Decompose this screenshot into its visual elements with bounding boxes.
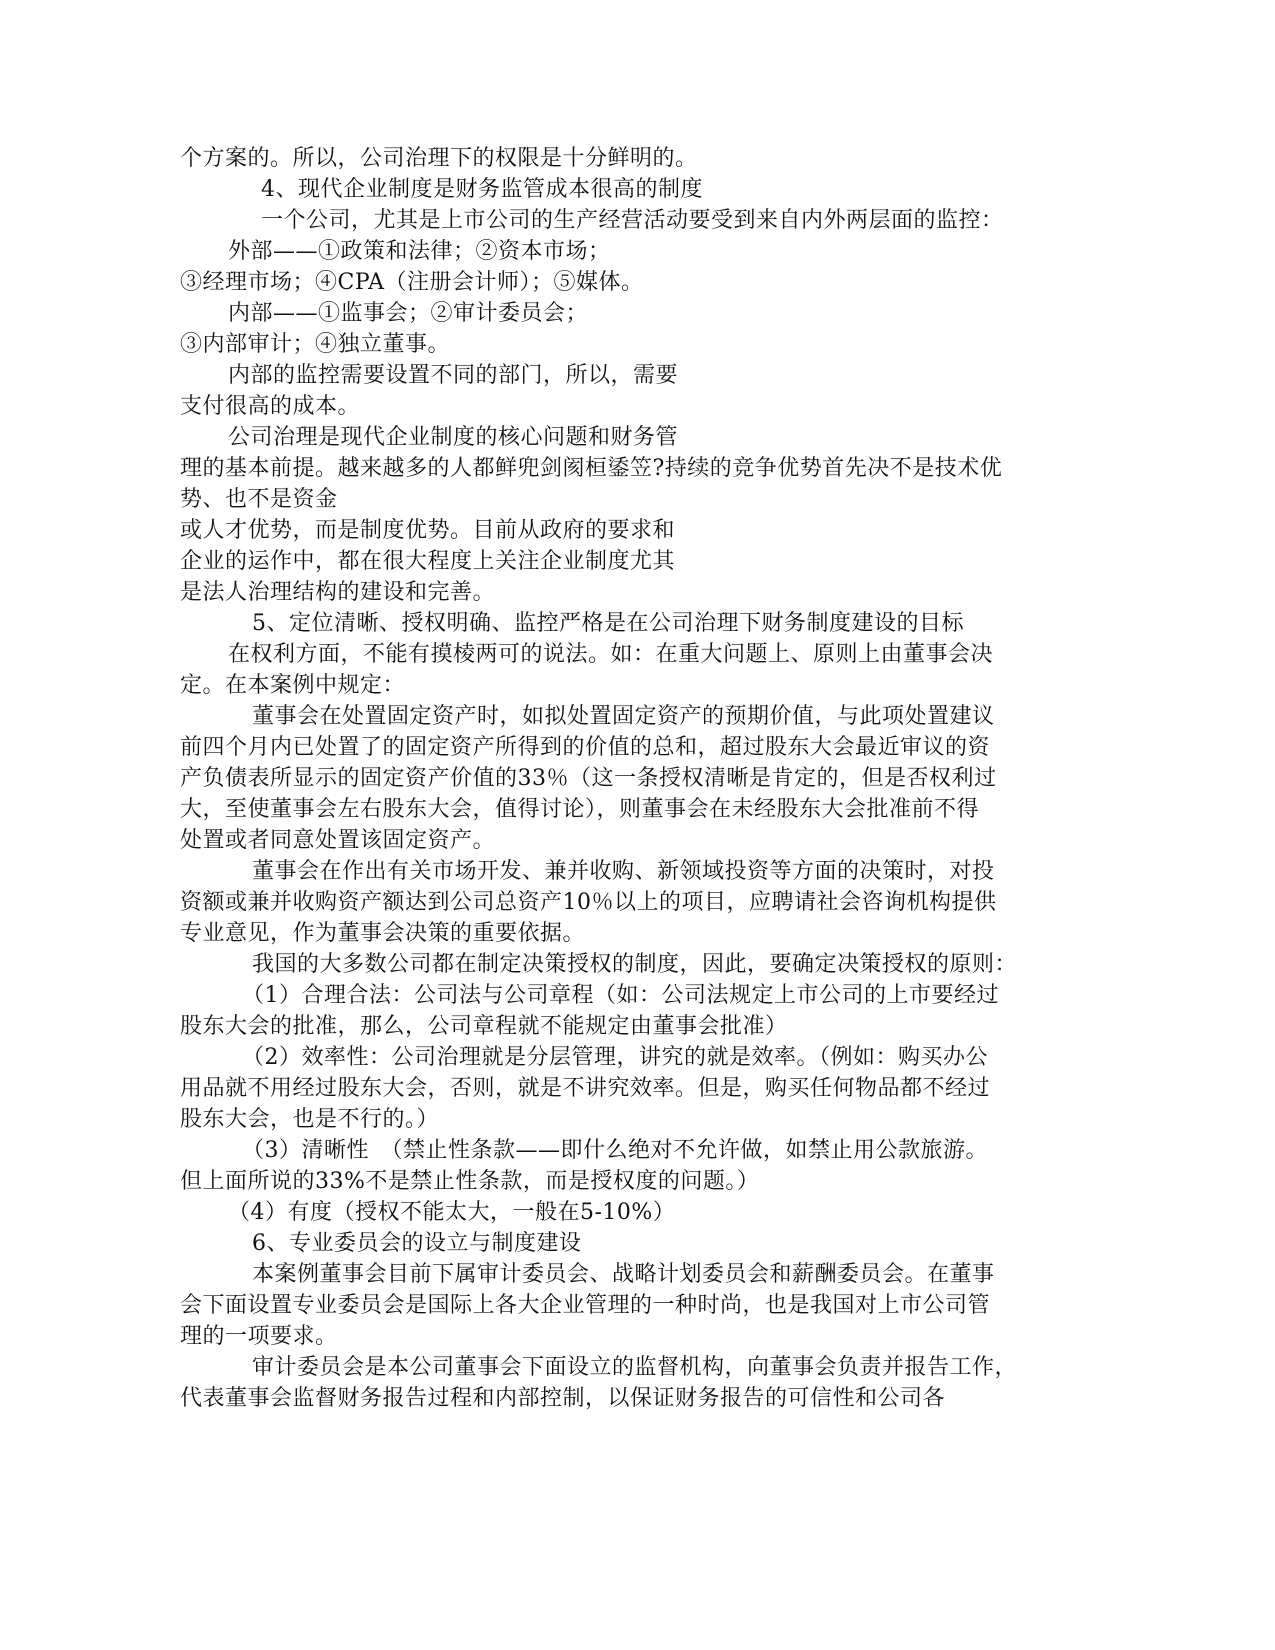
text-line: 处置或者同意处置该固定资产。 [180, 828, 496, 853]
text-line: 是法人治理结构的建设和完善。 [180, 580, 496, 605]
text-line: 或人才优势，而是制度优势。目前从政府的要求和 [180, 518, 676, 543]
text-line: 资额或兼并收购资产额达到公司总资产10％以上的项目，应聘请社会咨询机构提供 [180, 890, 997, 915]
text-line: 但上面所说的33%不是禁止性条款，而是授权度的问题。） [180, 1169, 760, 1194]
text-line: 股东大会，也是不行的。） [180, 1107, 440, 1132]
text-line: 董事会在作出有关市场开发、兼并收购、新领域投资等方面的决策时，对投 [252, 859, 995, 884]
text-line: 用品就不用经过股东大会，否则，就是不讲究效率。但是，购买任何物品都不经过 [180, 1076, 991, 1101]
text-line: 代表董事会监督财务报告过程和内部控制，以保证财务报告的可信性和公司各 [180, 1386, 946, 1411]
text-line: 股东大会的批准，那么，公司章程就不能规定由董事会批准） [180, 1014, 788, 1039]
section-heading-4: 4、现代企业制度是财务监管成本很高的制度 [261, 177, 703, 202]
text-line: 会下面设置专业委员会是国际上各大企业管理的一种时尚，也是我国对上市公司管 [180, 1293, 991, 1318]
list-item-2: （2）效率性：公司治理就是分层管理，讲究的就是效率。（例如：购买办公 [242, 1045, 988, 1070]
text-line: 内部的监控需要设置不同的部门，所以，需要 [228, 363, 679, 388]
text-line: ③内部审计；④独立董事。 [180, 332, 451, 357]
text-line: 产负债表所显示的固定资产价值的33％（这一条授权清晰是肯定的，但是否权利过 [180, 766, 997, 791]
section-heading-6: 6、专业委员会的设立与制度建设 [252, 1231, 582, 1256]
text-line: 大，至使董事会左右股东大会，值得讨论），则董事会在未经股东大会批准前不得 [180, 797, 980, 822]
text-line: 本案例董事会目前下属审计委员会、战略计划委员会和薪酬委员会。在董事 [252, 1262, 995, 1287]
text-line: 支付很高的成本。 [180, 394, 361, 419]
text-line: 在权利方面，不能有摸棱两可的说法。如：在重大问题上、原则上由董事会决 [228, 642, 994, 667]
text-line: 审计委员会是本公司董事会下面设立的监督机构，向董事会负责并报告工作， [252, 1355, 1018, 1380]
text-line: 内部——①监事会；②审计委员会； [228, 301, 589, 326]
list-item-1: （1）合理合法：公司法与公司章程（如：公司法规定上市公司的上市要经过 [242, 983, 999, 1008]
text-line: 外部——①政策和法律；②资本市场； [228, 239, 611, 264]
text-line: 定。在本案例中规定： [180, 673, 406, 698]
text-line: 理的一项要求。 [180, 1324, 338, 1349]
text-line: 我国的大多数公司都在制定决策授权的制度，因此，要确定决策授权的原则： [252, 952, 1018, 977]
text-line: ③经理市场；④CPA（注册会计师）；⑤媒体。 [180, 270, 644, 295]
text-line: 企业的运作中，都在很大程度上关注企业制度尤其 [180, 549, 676, 574]
text-line: 一个公司，尤其是上市公司的生产经营活动要受到来自内外两层面的监控： [261, 208, 1004, 233]
text-line: 个方案的。所以，公司治理下的权限是十分鲜明的。 [180, 146, 698, 171]
text-line: 理的基本前提。越来越多的人都鲜兜剑阂桓鋈笠?持续的竞争优势首先决不是技术优 [180, 456, 1003, 481]
list-item-3: （3）清晰性 （禁止性条款——即什么绝对不允许做，如禁止用公款旅游。 [242, 1138, 988, 1163]
text-line: 前四个月内已处置了的固定资产所得到的价值的总和，超过股东大会最近审议的资 [180, 735, 991, 760]
section-heading-5: 5、定位清晰、授权明确、监控严格是在公司治理下财务制度建设的目标 [252, 611, 964, 636]
text-line: 专业意见，作为董事会决策的重要依据。 [180, 921, 586, 946]
text-line: 董事会在处置固定资产时，如拟处置固定资产的预期价值，与此项处置建议 [252, 704, 995, 729]
list-item-4: （4）有度（授权不能太大，一般在5-10%） [228, 1200, 676, 1225]
text-line: 势、也不是资金 [180, 487, 338, 512]
text-line: 公司治理是现代企业制度的核心问题和财务管 [228, 425, 679, 450]
